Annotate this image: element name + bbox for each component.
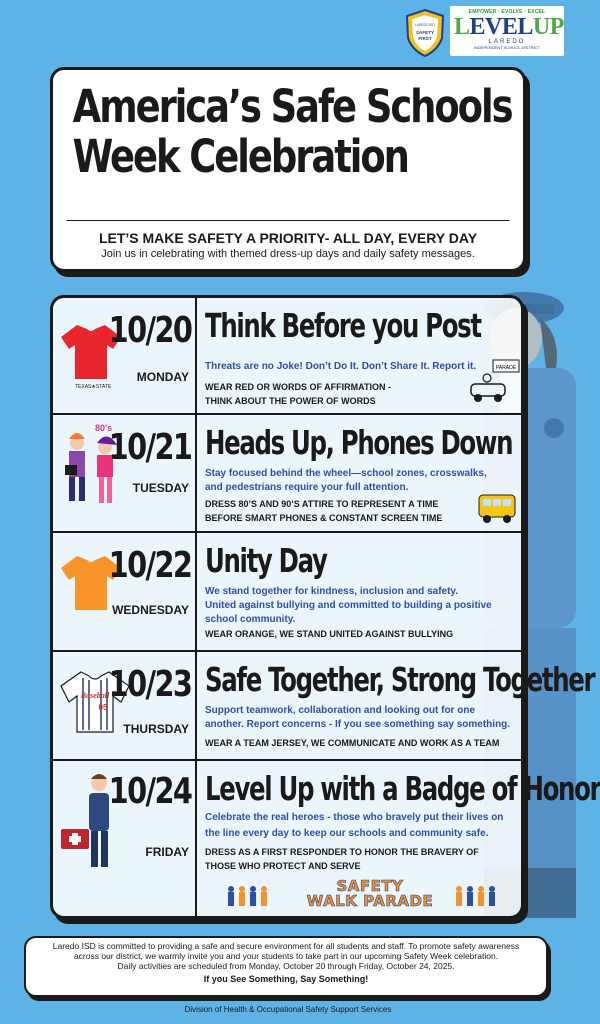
day-theme: Think Before you Post xyxy=(205,306,481,345)
title-line2: Week Celebration xyxy=(72,130,408,183)
footer-line3: Daily activities are scheduled from Monday, October 20 through Friday, October 24, 2025. xyxy=(117,961,455,971)
day-row-friday xyxy=(53,761,600,922)
dress-line1: WEAR A TEAM JERSEY, WE COMMUNICATE AND WORK AS A TEAM xyxy=(205,738,500,748)
day-left-col xyxy=(53,415,197,531)
day-left-col xyxy=(53,533,197,650)
division-credit: Division of Health & Occupational Safety Support Services xyxy=(184,1005,392,1014)
day-message-line2: United against bullying and committed to building a positive xyxy=(205,600,492,611)
safety-first-shield-logo xyxy=(404,8,446,58)
day-message-line1: Support teamwork, collaboration and looking out for one xyxy=(205,705,476,716)
dress-line2: BEFORE SMART PHONES & CONSTANT SCREEN TIME xyxy=(205,513,443,523)
day-theme: Unity Day xyxy=(205,541,327,580)
day-right-col xyxy=(205,415,515,531)
parade-sign-text: PARADE xyxy=(495,365,517,371)
shield-line2: SAFETY xyxy=(415,30,435,35)
level-up-wordmark xyxy=(454,14,564,40)
level-up-tagline: EMPOWER · EVOLVE · EXCEL xyxy=(468,9,546,15)
day-right-col xyxy=(205,761,600,922)
day-right-col xyxy=(205,298,515,413)
level-up-tiny: INDEPENDENT SCHOOL DISTRICT xyxy=(473,45,540,50)
tagline: LET’S MAKE SAFETY A PRIORITY- ALL DAY, EVERY DAY xyxy=(98,230,478,246)
day-left-col xyxy=(53,298,197,413)
title-card xyxy=(50,67,526,272)
school-bus-icon xyxy=(477,491,517,525)
date-label: 10/20 xyxy=(108,310,191,351)
dress-line1: DRESS 80’S AND 90’S ATTIRE TO REPRESENT A TIME xyxy=(205,499,439,509)
parade-car-icon xyxy=(463,358,521,404)
schedule-card xyxy=(50,295,600,919)
safety-walk-parade-banner xyxy=(225,877,515,911)
day-left-col xyxy=(53,761,197,922)
footer-slogan: If you See Something, Say Something! xyxy=(203,974,369,984)
footer-card xyxy=(24,936,548,997)
day-message-line1: Stay focused behind the wheel—school zones, crosswalks, xyxy=(205,468,487,479)
level-up-up: UP xyxy=(532,14,564,40)
date-label: 10/24 xyxy=(108,771,191,812)
level-up-evel: EVEL xyxy=(469,14,533,40)
subtagline: Join us in celebrating with themed dress-up days and daily safety messages. xyxy=(101,248,475,260)
date-label: 10/21 xyxy=(108,427,191,468)
jersey-number: 05 xyxy=(98,703,108,712)
day-left-col xyxy=(53,652,197,759)
day-right-col xyxy=(205,652,595,759)
day-row-wednesday xyxy=(53,533,521,652)
day-row-monday xyxy=(53,298,521,415)
day-row-thursday xyxy=(53,652,595,761)
day-theme: Level Up with a Badge of Honor xyxy=(205,769,600,808)
day-message: Threats are no Joke! Don’t Do It. Don’t Share It. Report it. xyxy=(205,361,477,372)
shield-line3: FIRST xyxy=(418,36,432,41)
weekday-label: THURSDAY xyxy=(123,722,189,736)
day-theme: Heads Up, Phones Down xyxy=(205,423,513,462)
day-message-line2: the line every day to keep our schools and community safe. xyxy=(205,828,489,839)
weekday-label: FRIDAY xyxy=(145,845,189,859)
day-message-line1: We stand together for kindness, inclusion and safety. xyxy=(205,586,459,597)
children-group-icon-right xyxy=(453,883,497,909)
day-message-line2: another. Report concerns - If you see something say something. xyxy=(205,719,511,730)
dress-line2: THOSE WHO PROTECT AND SERVE xyxy=(205,861,361,871)
level-up-sub: LAREDO xyxy=(488,39,526,45)
weekday-label: TUESDAY xyxy=(132,481,189,495)
day-message-line2: and pedestrians require your full attention. xyxy=(205,482,409,493)
date-label: 10/23 xyxy=(108,664,191,705)
parade-line2: WALK PARADE xyxy=(306,892,434,910)
dress-line2: THINK ABOUT THE POWER OF WORDS xyxy=(205,396,376,406)
shield-line1: LAREDO ISD xyxy=(415,23,435,27)
weekday-label: WEDNESDAY xyxy=(112,603,189,617)
dress-line1: DRESS AS A FIRST RESPONDER TO HONOR THE BRAVERY OF xyxy=(205,847,479,857)
footer-line1: Laredo ISD is committed to providing a safe and secure environment for all students and staff. To promote safety awareness xyxy=(52,941,520,951)
day-right-col xyxy=(205,533,515,650)
day-row-tuesday xyxy=(53,415,521,533)
day-message-line1: Celebrate the real heroes - those who bravely put their lives on xyxy=(205,812,504,823)
level-up-logo xyxy=(450,6,564,56)
jersey-text: Baseball xyxy=(80,691,110,700)
eighties-text: 80's xyxy=(95,423,113,433)
level-up-l: L xyxy=(454,14,470,40)
day-message-line3: school community. xyxy=(205,614,296,625)
texas-state-logo: TEXAS★STATE xyxy=(75,384,112,390)
footer-line2: across our district, we warmly invite you and your students to take part in our upcoming Safety Week celebration. xyxy=(73,951,499,961)
dress-line1: WEAR ORANGE, WE STAND UNITED AGAINST BULLYING xyxy=(205,629,454,639)
dress-line1: WEAR RED OR WORDS OF AFFIRMATION - xyxy=(205,382,391,392)
title-line1: America’s Safe Schools xyxy=(72,80,512,133)
page-title xyxy=(53,70,512,182)
weekday-label: MONDAY xyxy=(136,370,189,384)
day-theme: Safe Together, Strong Together xyxy=(205,660,595,699)
date-label: 10/22 xyxy=(108,545,191,586)
title-divider xyxy=(67,220,509,221)
parade-line1: SAFETY xyxy=(336,877,404,895)
